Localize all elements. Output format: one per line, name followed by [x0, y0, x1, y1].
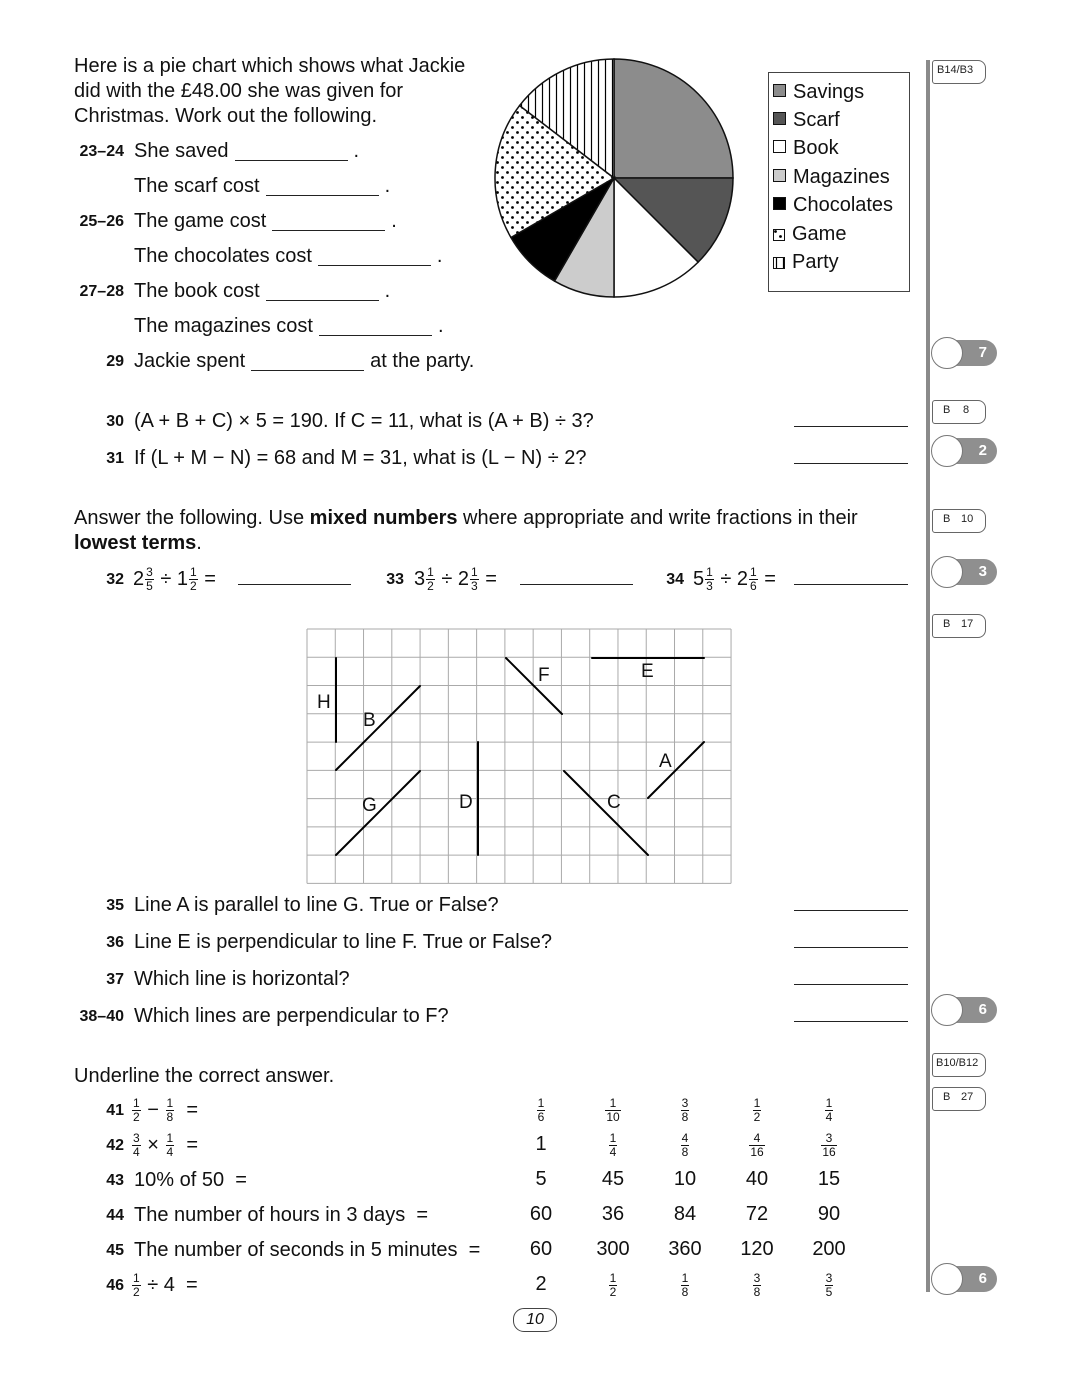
q41-option-3[interactable]: $\frac{3}{8}$ — [681, 1096, 689, 1124]
answer-37-line[interactable] — [794, 984, 908, 985]
score-marker: 6 — [931, 994, 997, 1026]
q45-option-4[interactable]: 120 — [740, 1238, 774, 1260]
score-marker: 6 — [931, 1263, 997, 1295]
q42-option-4[interactable]: $\frac{4}{16}$ — [750, 1131, 764, 1159]
legend-savings: Savings — [773, 81, 864, 104]
question-number: 25–26 — [79, 213, 124, 230]
q45-option-5[interactable]: 200 — [812, 1238, 846, 1260]
line-grid — [306, 628, 734, 886]
question-36-text: Line E is perpendicular to line F. True or False? — [134, 931, 552, 953]
question-number: 23–24 — [79, 143, 124, 160]
legend-chocolates: Chocolates — [773, 194, 893, 217]
book-ref-tab: B 27 — [932, 1087, 986, 1111]
question-42-expression: $\frac{3}{4}$ × $\frac{1}{4}$ = — [133, 1131, 198, 1159]
question-number: 43 — [106, 1172, 124, 1189]
q44-option-5[interactable]: 90 — [817, 1203, 841, 1225]
question-30-text: (A + B + C) × 5 = 190. If C = 11, what is (A + B) ÷ 3? — [134, 410, 594, 432]
intro-line-2: did with the £48.00 she was given for — [74, 80, 404, 102]
q44-option-2[interactable]: 36 — [601, 1203, 625, 1225]
question-number: 45 — [106, 1242, 124, 1259]
question-suffix: . — [384, 175, 391, 197]
q44-option-1[interactable]: 60 — [529, 1203, 553, 1225]
pie-question-text — [134, 209, 397, 233]
book-ref-tab: B 10 — [932, 509, 986, 533]
question-number: 41 — [106, 1102, 124, 1119]
legend-game: Game — [773, 223, 846, 246]
label-b: B — [363, 710, 376, 731]
question-45-text: The number of seconds in 5 minutes = — [134, 1239, 481, 1261]
label-e: E — [641, 661, 654, 682]
margin-rail — [926, 60, 930, 1292]
question-prompt: The book cost — [134, 280, 260, 302]
question-number: 42 — [106, 1137, 124, 1154]
q42-option-2[interactable]: $\frac{1}{4}$ — [609, 1131, 617, 1159]
q43-option-2[interactable]: 45 — [601, 1168, 625, 1190]
intro-line-3: Christmas. Work out the following. — [74, 105, 378, 127]
question-number: 31 — [106, 450, 124, 467]
chart-legend — [768, 72, 910, 292]
q42-option-5[interactable]: $\frac{3}{16}$ — [822, 1131, 836, 1159]
label-c: C — [607, 792, 621, 813]
question-number: 34 — [666, 571, 684, 588]
question-37-text: Which line is horizontal? — [134, 968, 350, 990]
legend-swatch — [773, 169, 786, 182]
question-number: 36 — [106, 934, 124, 951]
question-38-40-text: Which lines are perpendicular to F? — [134, 1005, 449, 1027]
answer-line[interactable] — [318, 265, 431, 266]
answer-32-line[interactable] — [238, 584, 351, 585]
q42-option-1[interactable]: 1 — [535, 1133, 547, 1155]
question-number: 29 — [106, 353, 124, 370]
question-44-text: The number of hours in 3 days = — [134, 1204, 429, 1226]
question-number: 37 — [106, 971, 124, 988]
question-46-expression: $\frac{1}{2}$ ÷ 4 = — [133, 1271, 198, 1299]
answer-line[interactable] — [266, 300, 379, 301]
q46-option-2[interactable]: $\frac{1}{2}$ — [609, 1271, 617, 1299]
question-number: 44 — [106, 1207, 124, 1224]
q45-option-1[interactable]: 60 — [529, 1238, 553, 1260]
fractions-instruction-line-2: lowest terms. — [74, 532, 202, 554]
legend-swatch — [773, 140, 786, 153]
answer-gap — [312, 244, 437, 268]
answer-36-line[interactable] — [794, 947, 908, 948]
question-prompt: The chocolates cost — [134, 245, 312, 267]
answer-gap — [260, 174, 385, 198]
pie-question-text — [134, 349, 474, 373]
answer-30-line[interactable] — [794, 426, 908, 427]
score-marker: 3 — [931, 556, 997, 588]
q46-option-4[interactable]: $\frac{3}{8}$ — [753, 1271, 761, 1299]
question-suffix: . — [437, 315, 444, 337]
question-31-text: If (L + M − N) = 68 and M = 31, what is (L − N) ÷ 2? — [134, 447, 587, 469]
answer-line[interactable] — [272, 230, 385, 231]
q43-option-1[interactable]: 5 — [535, 1168, 547, 1190]
q46-option-3[interactable]: $\frac{1}{8}$ — [681, 1271, 689, 1299]
pie-question-text — [134, 174, 390, 198]
question-prompt: She saved — [134, 140, 229, 162]
q41-option-2[interactable]: $\frac{1}{10}$ — [606, 1096, 620, 1124]
question-34-expression: 5 $\frac{1}{3}$ ÷ 2 $\frac{1}{6}$ = — [693, 565, 776, 593]
question-prompt: The scarf cost — [134, 175, 260, 197]
score-marker: 2 — [931, 435, 997, 467]
answer-line[interactable] — [319, 335, 432, 336]
pie-question-text — [134, 244, 442, 268]
question-33-expression: 3 $\frac{1}{2}$ ÷ 2 $\frac{1}{3}$ = — [414, 565, 497, 593]
q42-option-3[interactable]: $\frac{4}{8}$ — [681, 1131, 689, 1159]
question-number: 46 — [106, 1277, 124, 1294]
legend-swatch — [773, 229, 785, 241]
question-prompt: The game cost — [134, 210, 267, 232]
book-ref-tab: B14/B3 — [932, 60, 986, 84]
question-suffix: . — [384, 280, 391, 302]
line-b — [336, 686, 420, 770]
q43-option-4[interactable]: 40 — [745, 1168, 769, 1190]
line-c — [564, 771, 648, 855]
page-number: 10 — [513, 1308, 557, 1332]
answer-gap — [229, 139, 354, 163]
q41-option-5[interactable]: $\frac{1}{4}$ — [825, 1096, 833, 1124]
answer-line[interactable] — [235, 160, 348, 161]
question-prompt: Jackie spent — [134, 350, 246, 372]
legend-swatch — [773, 197, 786, 210]
answer-line[interactable] — [251, 370, 364, 371]
pie-question-text — [134, 314, 444, 338]
q43-option-5[interactable]: 15 — [817, 1168, 841, 1190]
q41-option-4[interactable]: $\frac{1}{2}$ — [753, 1096, 761, 1124]
book-ref-tab: B10/B12 — [932, 1053, 986, 1077]
legend-swatch — [773, 112, 786, 125]
question-suffix: at the party. — [370, 350, 475, 372]
question-35-text: Line A is parallel to line G. True or False? — [134, 894, 499, 916]
book-ref-tab: B 17 — [932, 614, 986, 638]
question-number: 30 — [106, 413, 124, 430]
legend-swatch — [773, 84, 786, 97]
legend-party: Party — [773, 251, 839, 274]
answer-35-line[interactable] — [794, 910, 908, 911]
question-43-text: 10% of 50 = — [134, 1169, 247, 1191]
label-g: G — [362, 795, 377, 816]
q44-option-3[interactable]: 84 — [673, 1203, 697, 1225]
question-number: 35 — [106, 897, 124, 914]
answer-34-line[interactable] — [794, 584, 908, 585]
q46-option-1[interactable]: 2 — [535, 1273, 547, 1295]
pie-chart — [490, 55, 740, 305]
intro-line-1: Here is a pie chart which shows what Jackie — [74, 55, 466, 77]
question-32-expression: 2 $\frac{3}{5}$ ÷ 1 $\frac{1}{2}$ = — [133, 565, 216, 593]
question-number: 32 — [106, 571, 124, 588]
answer-gap — [245, 349, 370, 373]
question-suffix: . — [353, 140, 360, 162]
q41-option-1[interactable]: $\frac{1}{6}$ — [537, 1096, 545, 1124]
question-prompt: The magazines cost — [134, 315, 313, 337]
legend-swatch — [773, 257, 785, 269]
label-d: D — [459, 792, 473, 813]
answer-33-line[interactable] — [520, 584, 633, 585]
q45-option-3[interactable]: 360 — [668, 1238, 702, 1260]
legend-book: Book — [773, 137, 839, 160]
pie-slice-savings — [614, 59, 733, 178]
question-number: 27–28 — [79, 283, 124, 300]
line-g — [336, 771, 420, 855]
label-a: A — [659, 751, 672, 772]
label-f: F — [538, 665, 550, 686]
q43-option-3[interactable]: 10 — [673, 1168, 697, 1190]
question-suffix: . — [436, 245, 443, 267]
answer-gap — [260, 279, 385, 303]
fractions-instruction-line-1: Answer the following. Use mixed numbers where appropriate and write fractions in their — [74, 507, 858, 529]
question-41-expression: $\frac{1}{2}$ − $\frac{1}{8}$ = — [133, 1096, 198, 1124]
answer-gap — [313, 314, 438, 338]
q44-option-4[interactable]: 72 — [745, 1203, 769, 1225]
question-number: 38–40 — [79, 1008, 124, 1025]
answer-gap — [266, 209, 391, 233]
answer-line[interactable] — [266, 195, 379, 196]
pie-question-text — [134, 139, 359, 163]
q46-option-5[interactable]: $\frac{3}{5}$ — [825, 1271, 833, 1299]
question-suffix: . — [391, 210, 397, 232]
book-ref-tab: B 8 — [932, 400, 986, 424]
label-h: H — [317, 692, 331, 713]
pie-question-text — [134, 279, 390, 303]
answer-31-line[interactable] — [794, 463, 908, 464]
q45-option-2[interactable]: 300 — [596, 1238, 630, 1260]
question-number: 33 — [386, 571, 404, 588]
legend-magazines: Magazines — [773, 166, 890, 189]
underline-instruction: Underline the correct answer. — [74, 1065, 335, 1087]
answer-38-40-line[interactable] — [794, 1021, 908, 1022]
score-marker: 7 — [931, 337, 997, 369]
legend-scarf: Scarf — [773, 109, 840, 132]
